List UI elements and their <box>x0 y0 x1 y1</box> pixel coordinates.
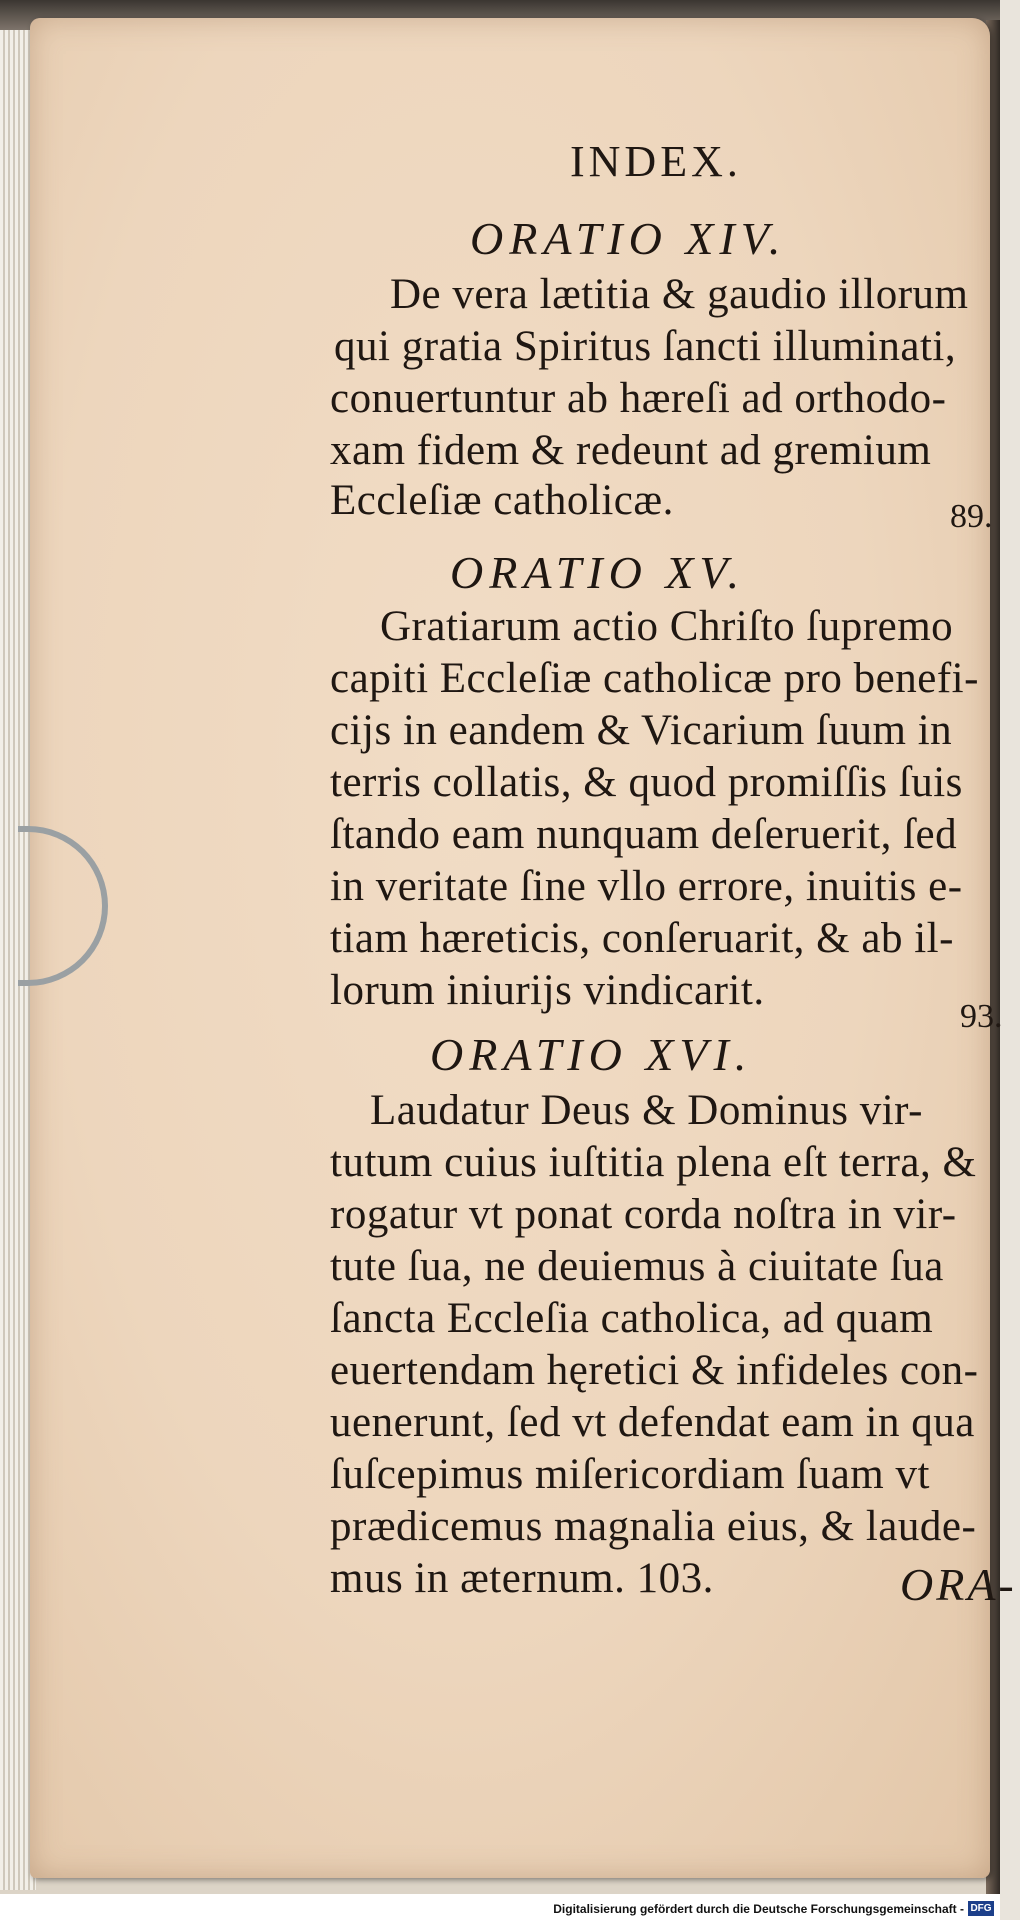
text-line: tute ſua, ne deuiemus à ciuitate ſua <box>330 1243 944 1290</box>
text-line: Gratiarum actio Chriſto ſupremo <box>380 603 954 650</box>
text-line: tutum cuius iuſtitia plena eſt terra, & <box>330 1139 977 1186</box>
text-line: rogatur vt ponat corda noſtra in vir- <box>330 1191 957 1238</box>
text-line: ſtando eam nunquam deſeruerit, ſed <box>330 811 958 858</box>
text-line: prædicemus magnalia eius, & laude- <box>330 1503 977 1550</box>
book-page <box>30 18 1017 1878</box>
text-line: uenerunt, ſed vt defendat eam in qua <box>330 1399 975 1446</box>
text-line: euertendam hęretici & infideles con- <box>330 1347 979 1394</box>
page-heading: INDEX. <box>570 137 742 186</box>
text-line: lorum iniurijs vindicarit. <box>330 967 765 1014</box>
dfg-logo: DFG <box>968 1901 994 1916</box>
text-line: ſuſcepimus miſericordiam ſuam vt <box>330 1451 930 1498</box>
text-line: ſancta Eccleſia catholica, ad quam <box>330 1295 934 1342</box>
page-clip <box>18 826 108 986</box>
digitization-footer <box>0 1894 1000 1920</box>
section-title: ORATIO XVI. <box>430 1029 753 1080</box>
footer-credit: Digitalisierung gefördert durch die Deutsche Forschungsgemeinschaft - <box>553 1902 964 1916</box>
text-line: qui gratia Spiritus ſancti illuminati, <box>334 323 957 370</box>
text-line: Eccleſiæ catholicæ. <box>330 477 674 524</box>
text-line: conuertuntur ab hæreſi ad orthodo- <box>330 375 947 422</box>
section-title: ORATIO XIV. <box>470 213 787 264</box>
text-line: tiam hæreticis, conſeruarit, & ab il- <box>330 915 954 962</box>
text-line: terris collatis, & quod promiſſis ſuis <box>330 759 963 806</box>
catchword: ORA- <box>900 1559 1017 1610</box>
text-line: cijs in eandem & Vicarium ſuum in <box>330 707 953 754</box>
text-line: capiti Eccleſiæ catholicæ pro benefi- <box>330 655 979 702</box>
text-line: xam fidem & redeunt ad gremium <box>330 427 932 474</box>
text-line: Laudatur Deus & Dominus vir- <box>370 1087 923 1134</box>
section-title: ORATIO XV. <box>450 547 746 598</box>
page-reference: 89. <box>950 498 993 535</box>
page-reference: 93. <box>960 998 1003 1035</box>
text-line: mus in æternum. 103. <box>330 1555 714 1602</box>
text-line: De vera lætitia & gaudio illorum <box>390 271 969 318</box>
text-line: in veritate ſine vllo errore, inuitis e- <box>330 863 963 910</box>
